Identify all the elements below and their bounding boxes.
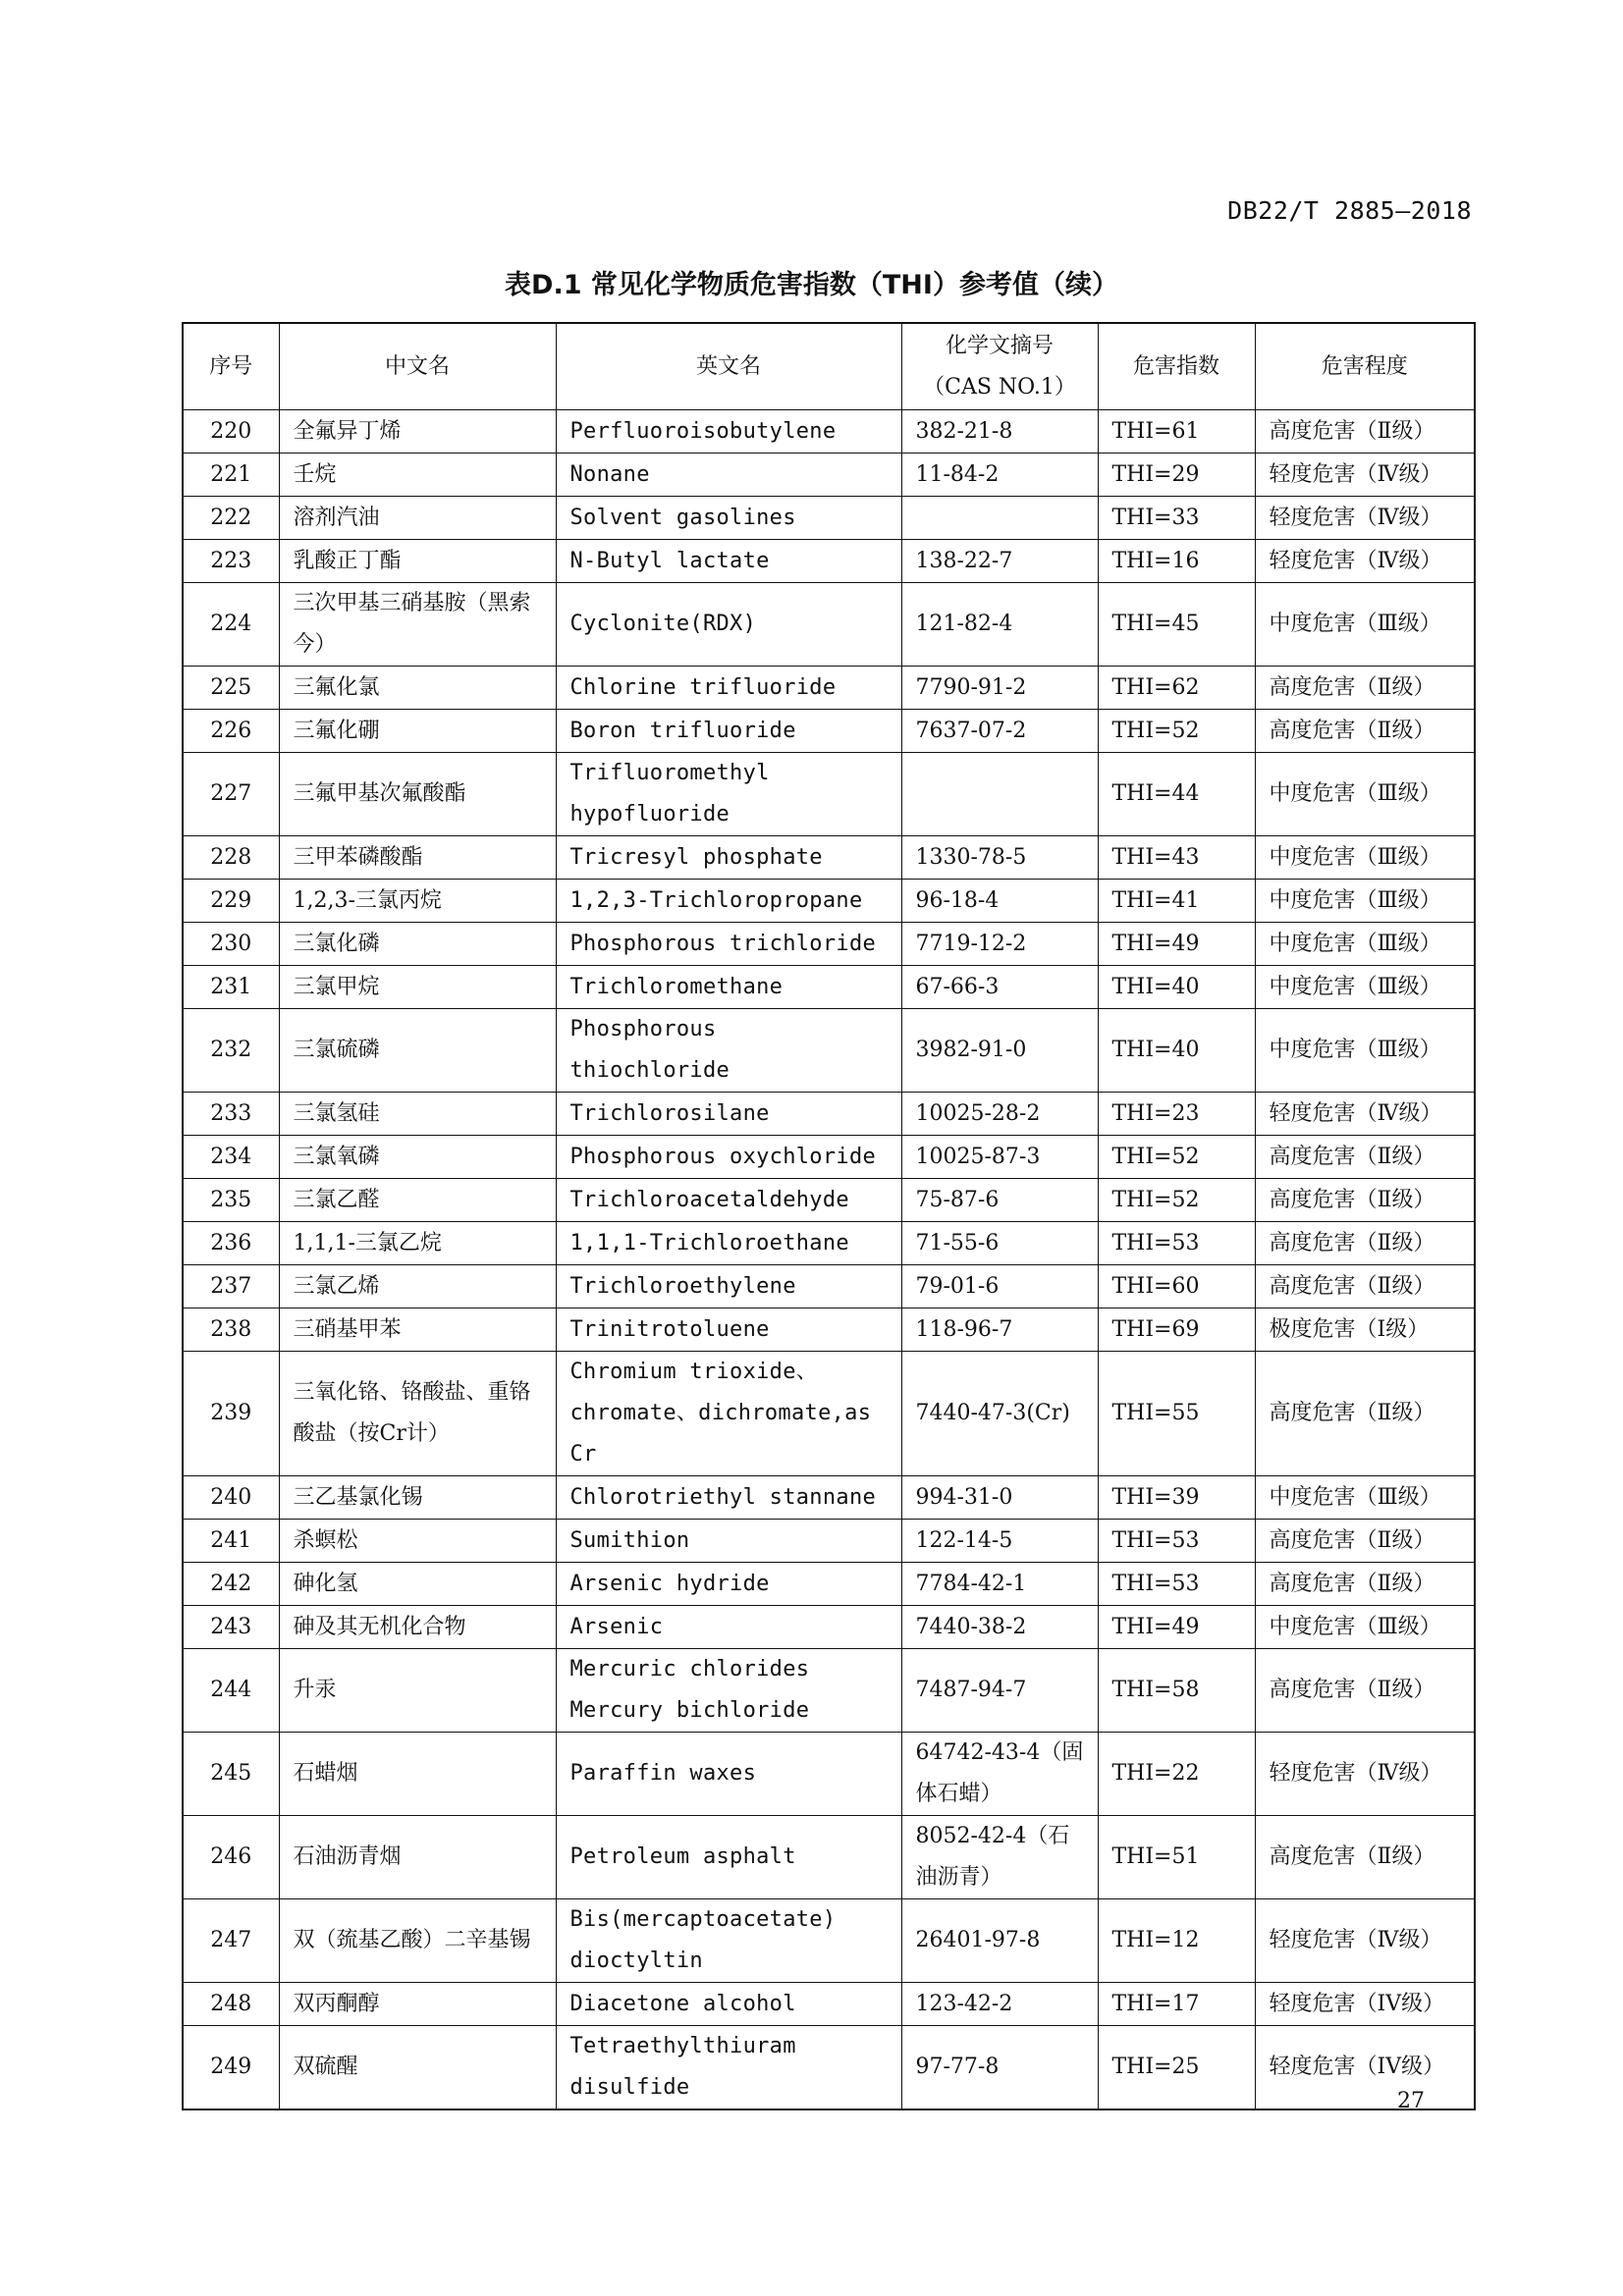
cell-hazard-level: 中度危害（Ⅲ级）: [1255, 583, 1475, 667]
table-row: [183, 410, 1475, 454]
cell-english-name: Arsenic: [556, 1606, 901, 1649]
cell-hazard-level: 极度危害（Ⅰ级）: [1255, 1308, 1475, 1352]
cell-no: 233: [183, 1093, 279, 1136]
cell-english-name: Sumithion: [556, 1520, 901, 1563]
cell-chinese-name: 三氧化铬、铬酸盐、重铬酸盐（按Cr计）: [279, 1352, 556, 1476]
cell-hazard-level: 轻度危害（Ⅳ级）: [1255, 540, 1475, 583]
cell-cas-number: 7719-12-2: [901, 923, 1098, 966]
cell-no: 240: [183, 1476, 279, 1520]
cell-cas-number: 97-77-8: [901, 2026, 1098, 2110]
header-cas-line1: 化学文摘号: [945, 333, 1054, 358]
cell-chinese-name: 砷化氢: [279, 1563, 556, 1606]
cell-cas-number: 8052-42-4（石油沥青）: [901, 1816, 1098, 1899]
cell-hazard-level: 中度危害（Ⅲ级）: [1255, 923, 1475, 966]
header-english-name: 英文名: [556, 323, 901, 410]
cell-no: 224: [183, 583, 279, 667]
cell-hazard-index: THI=22: [1098, 1733, 1255, 1816]
cell-hazard-index: THI=40: [1098, 966, 1255, 1009]
header-no: 序号: [183, 323, 279, 410]
table-row: [183, 1136, 1475, 1179]
cell-hazard-level: 轻度危害（Ⅳ级）: [1255, 1093, 1475, 1136]
cell-hazard-level: 轻度危害（Ⅳ级）: [1255, 1733, 1475, 1816]
table-row: [183, 1222, 1475, 1265]
cell-hazard-level: 轻度危害（IV级）: [1255, 2026, 1475, 2110]
cell-hazard-level: 高度危害（Ⅱ级）: [1255, 1816, 1475, 1899]
cell-chinese-name: 三氯硫磷: [279, 1009, 556, 1093]
cell-no: 225: [183, 667, 279, 710]
table-header-row: [183, 323, 1475, 410]
cell-no: 220: [183, 410, 279, 454]
cell-english-name: 1,2,3-Trichloropropane: [556, 880, 901, 923]
cell-hazard-level: 高度危害（Ⅱ级）: [1255, 710, 1475, 753]
cell-no: 245: [183, 1733, 279, 1816]
cell-english-name: Trichloroethylene: [556, 1265, 901, 1308]
cell-cas-number: 11-84-2: [901, 454, 1098, 497]
cell-hazard-level: 高度危害（Ⅱ级）: [1255, 667, 1475, 710]
cell-hazard-index: THI=17: [1098, 1983, 1255, 2026]
cell-hazard-level: 高度危害（Ⅱ级）: [1255, 1649, 1475, 1733]
cell-hazard-index: THI=39: [1098, 1476, 1255, 1520]
cell-english-name: Chromium trioxide、chromate、dichromate,as Cr: [556, 1352, 901, 1476]
cell-chinese-name: 三乙基氯化锡: [279, 1476, 556, 1520]
cell-hazard-index: THI=16: [1098, 540, 1255, 583]
cell-chinese-name: 三氯氧磷: [279, 1136, 556, 1179]
table-row: [183, 1563, 1475, 1606]
cell-chinese-name: 三硝基甲苯: [279, 1308, 556, 1352]
cell-no: 226: [183, 710, 279, 753]
cell-hazard-index: THI=49: [1098, 923, 1255, 966]
cell-hazard-index: THI=40: [1098, 1009, 1255, 1093]
cell-hazard-index: THI=52: [1098, 710, 1255, 753]
cell-cas-number: 7440-38-2: [901, 1606, 1098, 1649]
cell-cas-number: 71-55-6: [901, 1222, 1098, 1265]
cell-cas-number: 26401-97-8: [901, 1899, 1098, 1983]
cell-no: 223: [183, 540, 279, 583]
cell-chinese-name: 溶剂汽油: [279, 497, 556, 540]
cell-chinese-name: 三氯氢硅: [279, 1093, 556, 1136]
cell-no: 242: [183, 1563, 279, 1606]
table-row: [183, 1816, 1475, 1899]
cell-english-name: Diacetone alcohol: [556, 1983, 901, 2026]
cell-hazard-index: THI=12: [1098, 1899, 1255, 1983]
cell-english-name: Chlorine trifluoride: [556, 667, 901, 710]
cell-hazard-level: 轻度危害（Ⅳ级）: [1255, 454, 1475, 497]
cell-english-name: Solvent gasolines: [556, 497, 901, 540]
cell-cas-number: 1330-78-5: [901, 836, 1098, 880]
table-row: [183, 1899, 1475, 1983]
cell-chinese-name: 全氟异丁烯: [279, 410, 556, 454]
cell-hazard-index: THI=52: [1098, 1179, 1255, 1222]
cell-english-name: Trichloromethane: [556, 966, 901, 1009]
table-row: [183, 1179, 1475, 1222]
cell-cas-number: 7790-91-2: [901, 667, 1098, 710]
cell-english-name: Bis(mercaptoacetate) dioctyltin: [556, 1899, 901, 1983]
cell-cas-number: 121-82-4: [901, 583, 1098, 667]
cell-chinese-name: 三氯乙醛: [279, 1179, 556, 1222]
cell-english-name: N-Butyl lactate: [556, 540, 901, 583]
cell-hazard-level: 中度危害（Ⅲ级）: [1255, 966, 1475, 1009]
cell-no: 244: [183, 1649, 279, 1733]
cell-no: 247: [183, 1899, 279, 1983]
cell-chinese-name: 石蜡烟: [279, 1733, 556, 1816]
cell-english-name: Boron trifluoride: [556, 710, 901, 753]
cell-hazard-index: THI=44: [1098, 753, 1255, 836]
header-hazard-level: 危害程度: [1255, 323, 1475, 410]
table-row: [183, 1308, 1475, 1352]
cell-hazard-level: 中度危害（Ⅲ级）: [1255, 1476, 1475, 1520]
cell-cas-number: 138-22-7: [901, 540, 1098, 583]
cell-hazard-level: 高度危害（Ⅱ级）: [1255, 1136, 1475, 1179]
cell-hazard-index: THI=29: [1098, 454, 1255, 497]
cell-hazard-level: 中度危害（Ⅲ级）: [1255, 836, 1475, 880]
cell-chinese-name: 三氯乙烯: [279, 1265, 556, 1308]
cell-cas-number: 7637-07-2: [901, 710, 1098, 753]
table-row: [183, 540, 1475, 583]
cell-cas-number: 96-18-4: [901, 880, 1098, 923]
cell-hazard-level: 高度危害（Ⅱ级）: [1255, 1352, 1475, 1476]
cell-english-name: Trinitrotoluene: [556, 1308, 901, 1352]
table-row: [183, 454, 1475, 497]
cell-hazard-level: 中度危害（Ⅲ级）: [1255, 1009, 1475, 1093]
cell-chinese-name: 三氟甲基次氟酸酯: [279, 753, 556, 836]
table-row: [183, 753, 1475, 836]
cell-cas-number: 10025-87-3: [901, 1136, 1098, 1179]
cell-hazard-level: 高度危害（Ⅱ级）: [1255, 1563, 1475, 1606]
chemical-hazard-table: [182, 322, 1476, 2110]
table-row: [183, 710, 1475, 753]
cell-hazard-index: THI=69: [1098, 1308, 1255, 1352]
header-hazard-index: 危害指数: [1098, 323, 1255, 410]
cell-chinese-name: 升汞: [279, 1649, 556, 1733]
cell-no: 221: [183, 454, 279, 497]
cell-english-name: Paraffin waxes: [556, 1733, 901, 1816]
cell-english-name: Chlorotriethyl stannane: [556, 1476, 901, 1520]
cell-cas-number: 67-66-3: [901, 966, 1098, 1009]
cell-english-name: Tricresyl phosphate: [556, 836, 901, 880]
cell-chinese-name: 三次甲基三硝基胺（黑索今）: [279, 583, 556, 667]
cell-english-name: Nonane: [556, 454, 901, 497]
cell-hazard-index: THI=23: [1098, 1093, 1255, 1136]
cell-cas-number: 3982-91-0: [901, 1009, 1098, 1093]
cell-hazard-index: THI=61: [1098, 410, 1255, 454]
cell-chinese-name: 1,1,1-三氯乙烷: [279, 1222, 556, 1265]
cell-no: 248: [183, 1983, 279, 2026]
cell-hazard-level: 高度危害（Ⅱ级）: [1255, 410, 1475, 454]
table-row: [183, 1983, 1475, 2026]
cell-hazard-level: 轻度危害（IV级）: [1255, 1983, 1475, 2026]
cell-hazard-index: THI=52: [1098, 1136, 1255, 1179]
cell-hazard-index: THI=53: [1098, 1222, 1255, 1265]
cell-chinese-name: 双（巯基乙酸）二辛基锡: [279, 1899, 556, 1983]
cell-hazard-level: 中度危害（Ⅲ级）: [1255, 880, 1475, 923]
cell-no: 243: [183, 1606, 279, 1649]
header-cas-line2: （CAS NO.1）: [923, 374, 1076, 400]
cell-hazard-level: 轻度危害（Ⅳ级）: [1255, 1899, 1475, 1983]
header-cas-number: [901, 323, 1098, 410]
table-row: [183, 1733, 1475, 1816]
cell-chinese-name: 乳酸正丁酯: [279, 540, 556, 583]
cell-cas-number: 75-87-6: [901, 1179, 1098, 1222]
cell-chinese-name: 三甲苯磷酸酯: [279, 836, 556, 880]
cell-cas-number: [901, 753, 1098, 836]
table-row: [183, 1649, 1475, 1733]
cell-hazard-index: THI=33: [1098, 497, 1255, 540]
cell-english-name: Phosphorous oxychloride: [556, 1136, 901, 1179]
cell-hazard-index: THI=55: [1098, 1352, 1255, 1476]
cell-cas-number: 382-21-8: [901, 410, 1098, 454]
cell-cas-number: 7784-42-1: [901, 1563, 1098, 1606]
cell-no: 249: [183, 2026, 279, 2110]
cell-chinese-name: 石油沥青烟: [279, 1816, 556, 1899]
table-row: [183, 1265, 1475, 1308]
cell-cas-number: 79-01-6: [901, 1265, 1098, 1308]
cell-hazard-index: THI=49: [1098, 1606, 1255, 1649]
cell-no: 241: [183, 1520, 279, 1563]
cell-chinese-name: 杀螟松: [279, 1520, 556, 1563]
cell-no: 246: [183, 1816, 279, 1899]
cell-hazard-level: 轻度危害（Ⅳ级）: [1255, 497, 1475, 540]
cell-cas-number: 64742-43-4（固体石蜡）: [901, 1733, 1098, 1816]
cell-no: 231: [183, 966, 279, 1009]
cell-hazard-index: THI=45: [1098, 583, 1255, 667]
cell-english-name: Trichlorosilane: [556, 1093, 901, 1136]
cell-hazard-index: THI=53: [1098, 1563, 1255, 1606]
cell-no: 234: [183, 1136, 279, 1179]
cell-cas-number: 123-42-2: [901, 1983, 1098, 2026]
cell-hazard-level: 高度危害（Ⅱ级）: [1255, 1222, 1475, 1265]
cell-hazard-index: THI=41: [1098, 880, 1255, 923]
table-title: 表D.1 常见化学物质危害指数（THI）参考值（续）: [505, 270, 1118, 300]
cell-no: 229: [183, 880, 279, 923]
cell-cas-number: 122-14-5: [901, 1520, 1098, 1563]
page-number: 27: [1397, 2089, 1425, 2113]
table-row: [183, 1093, 1475, 1136]
cell-hazard-index: THI=25: [1098, 2026, 1255, 2110]
cell-hazard-level: 高度危害（Ⅱ级）: [1255, 1179, 1475, 1222]
cell-chinese-name: 双丙酮醇: [279, 1983, 556, 2026]
cell-no: 230: [183, 923, 279, 966]
cell-no: 237: [183, 1265, 279, 1308]
cell-chinese-name: 壬烷: [279, 454, 556, 497]
cell-no: 222: [183, 497, 279, 540]
cell-hazard-index: THI=62: [1098, 667, 1255, 710]
cell-cas-number: 118-96-7: [901, 1308, 1098, 1352]
cell-hazard-level: 高度危害（Ⅱ级）: [1255, 1520, 1475, 1563]
table-row: [183, 923, 1475, 966]
table-row: [183, 966, 1475, 1009]
cell-english-name: Trichloroacetaldehyde: [556, 1179, 901, 1222]
cell-chinese-name: 三氯甲烷: [279, 966, 556, 1009]
table-row: [183, 1352, 1475, 1476]
cell-hazard-index: THI=51: [1098, 1816, 1255, 1899]
table-row: [183, 583, 1475, 667]
cell-chinese-name: 三氟化硼: [279, 710, 556, 753]
cell-hazard-level: 中度危害（Ⅲ级）: [1255, 753, 1475, 836]
cell-hazard-index: THI=53: [1098, 1520, 1255, 1563]
cell-english-name: Perfluoroisobutylene: [556, 410, 901, 454]
table-row: [183, 880, 1475, 923]
cell-hazard-level: 中度危害（Ⅲ级）: [1255, 1606, 1475, 1649]
table-row: [183, 1606, 1475, 1649]
table-row: [183, 1009, 1475, 1093]
cell-no: 238: [183, 1308, 279, 1352]
cell-english-name: Trifluoromethyl hypofluoride: [556, 753, 901, 836]
cell-no: 227: [183, 753, 279, 836]
cell-chinese-name: 三氟化氯: [279, 667, 556, 710]
table-row: [183, 1520, 1475, 1563]
cell-english-name: Petroleum asphalt: [556, 1816, 901, 1899]
table-row: [183, 497, 1475, 540]
table-row: [183, 836, 1475, 880]
table-row: [183, 2026, 1475, 2110]
cell-chinese-name: 双硫醒: [279, 2026, 556, 2110]
cell-english-name: 1,1,1-Trichloroethane: [556, 1222, 901, 1265]
cell-no: 228: [183, 836, 279, 880]
cell-english-name: Phosphorous trichloride: [556, 923, 901, 966]
cell-hazard-index: THI=43: [1098, 836, 1255, 880]
cell-hazard-index: THI=58: [1098, 1649, 1255, 1733]
cell-no: 239: [183, 1352, 279, 1476]
cell-no: 232: [183, 1009, 279, 1093]
cell-no: 236: [183, 1222, 279, 1265]
cell-cas-number: 994-31-0: [901, 1476, 1098, 1520]
cell-chinese-name: 三氯化磷: [279, 923, 556, 966]
cell-no: 235: [183, 1179, 279, 1222]
cell-chinese-name: 1,2,3-三氯丙烷: [279, 880, 556, 923]
cell-english-name: Tetraethylthiuram disulfide: [556, 2026, 901, 2110]
cell-cas-number: [901, 497, 1098, 540]
cell-cas-number: 7440-47-3(Cr): [901, 1352, 1098, 1476]
cell-hazard-index: THI=60: [1098, 1265, 1255, 1308]
cell-cas-number: 7487-94-7: [901, 1649, 1098, 1733]
cell-english-name: Phosphorous thiochloride: [556, 1009, 901, 1093]
cell-english-name: Arsenic hydride: [556, 1563, 901, 1606]
table-row: [183, 1476, 1475, 1520]
cell-english-name: Mercuric chlorides Mercury bichloride: [556, 1649, 901, 1733]
cell-english-name: Cyclonite(RDX): [556, 583, 901, 667]
document-code: DB22/T 2885—2018: [1227, 196, 1472, 225]
cell-cas-number: 10025-28-2: [901, 1093, 1098, 1136]
table-row: [183, 667, 1475, 710]
cell-chinese-name: 砷及其无机化合物: [279, 1606, 556, 1649]
header-chinese-name: 中文名: [279, 323, 556, 410]
cell-hazard-level: 高度危害（Ⅱ级）: [1255, 1265, 1475, 1308]
